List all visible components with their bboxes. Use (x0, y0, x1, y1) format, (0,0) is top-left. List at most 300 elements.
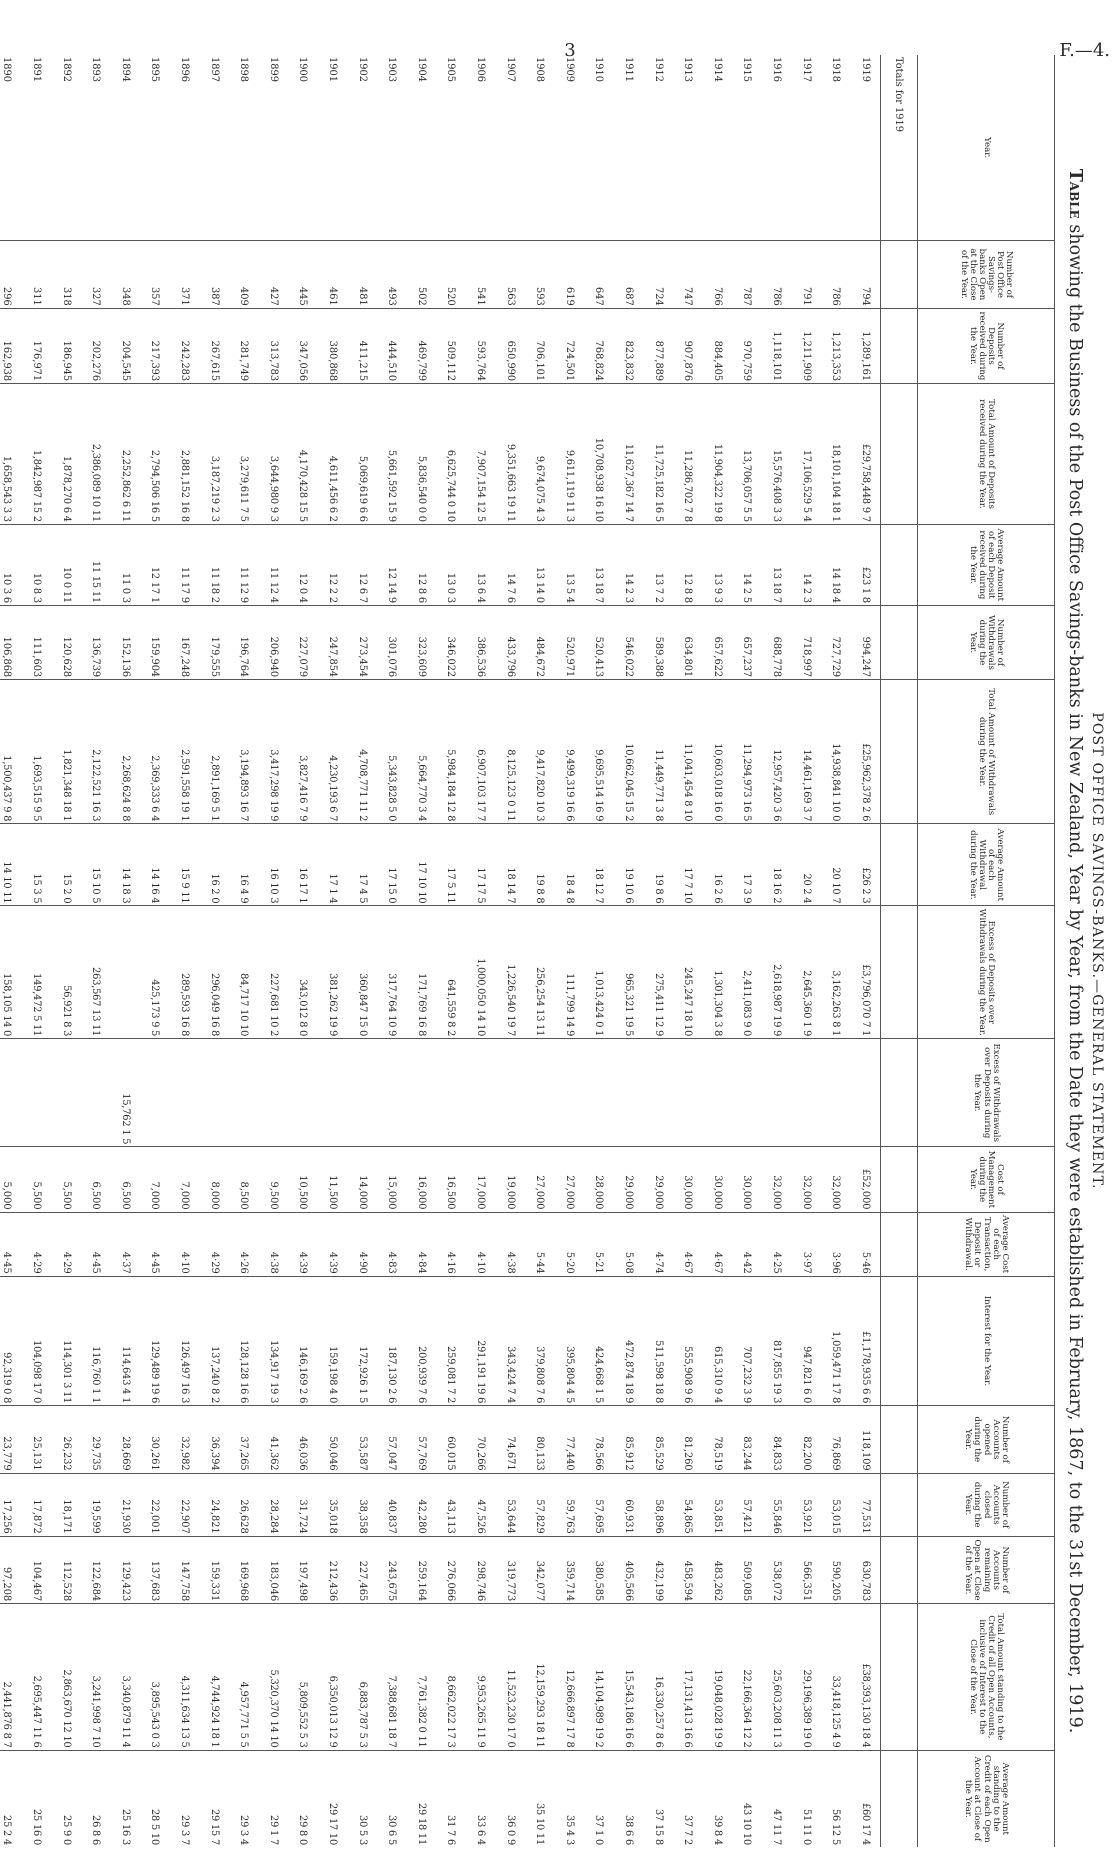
cell-avg-deposit: 10 0 11 (51, 524, 81, 605)
cell-avg-withdrawal: 19 8 8 (525, 824, 555, 906)
cell-avg-credit: 29 18 11 (415, 1802, 427, 1845)
cell-year: Totals for 1919 (881, 55, 918, 241)
table-row (288, 55, 318, 1847)
cell-deposits-amount: 6,625,744 0 10 (436, 384, 466, 525)
cell-avg-withdrawal: 16 4 9 (229, 824, 259, 906)
cell-accounts-opened: 53,587 (347, 1406, 377, 1474)
cell-interest: 200,939 7 6 (407, 1276, 437, 1405)
cell-accounts-open: 197,498 (288, 1536, 318, 1604)
cell-accounts-opened: 26,232 (51, 1406, 81, 1474)
cell-interest: 947,821 6 0 (791, 1276, 821, 1405)
cell-year: 1898 (229, 55, 259, 241)
cell-banks-open: 687 (614, 241, 644, 309)
cell-management-cost: 28,000 (584, 1147, 614, 1212)
cell-accounts-open: 566,351 (791, 1536, 821, 1604)
column-header-banks-open: Number of Post Office Savings-banks Open at the Close of the Year. (918, 241, 1055, 309)
cell-avg-deposit: 12 2 2 (318, 524, 348, 605)
cell-withdrawals-amount: 14,461,169 3 7 (791, 680, 821, 824)
cell-excess-withdrawals (51, 1039, 81, 1147)
cell-excess-withdrawals (407, 1039, 437, 1147)
cell-excess-deposits: 2,618,987 19 9 (762, 906, 792, 1039)
cell-accounts-closed: 53,851 (702, 1473, 732, 1536)
cell-total-credit: 8,662,022 17 3 (436, 1604, 466, 1750)
cell-accounts-closed: 26,628 (229, 1473, 259, 1536)
cell-avg-credit: 29 1 7 (267, 1815, 279, 1845)
cell-banks-open: 357 (140, 241, 170, 309)
cell-accounts-closed: 57,421 (732, 1473, 762, 1536)
cell-avg-credit: 37 1 0 (593, 1815, 605, 1845)
cell-management-cost: 30,000 (732, 1147, 762, 1212)
column-header-deposits-count: Number of Deposits received during the Year. (918, 308, 1055, 383)
cell-excess-withdrawals (199, 1039, 229, 1147)
table-row (525, 55, 555, 1847)
column-header-accounts-open: Number of Accounts remaining Open at Close of the Year. (918, 1536, 1055, 1604)
cell-accounts-open: 104,467 (22, 1536, 52, 1604)
cell-banks-open: 371 (170, 241, 200, 309)
cell-withdrawals-amount: 3,194,893 16 7 (229, 680, 259, 824)
cell-avg-transaction-cost (881, 1212, 918, 1276)
cell-avg-deposit: 11 12 4 (259, 524, 289, 605)
cell-avg-credit: 56 12 5 (830, 1809, 842, 1845)
cell-avg-credit: 51 11 0 (800, 1809, 812, 1845)
cell-deposits-count: 724,501 (554, 308, 584, 383)
table-row (111, 55, 141, 1847)
cell-accounts-closed: 53,644 (495, 1473, 525, 1536)
cell-withdrawals-amount: 4,708,771 11 2 (347, 680, 377, 824)
cell-withdrawals-count: 718,997 (791, 605, 821, 679)
cell-avg-withdrawal: 20 10 7 (821, 824, 851, 906)
cell-withdrawals-amount: 5,343,828 5 0 (377, 680, 407, 824)
cell-year: 1913 (673, 55, 703, 241)
cell-banks-open: 766 (702, 241, 732, 309)
cell-deposits-amount: 2,794,506 16 5 (140, 384, 170, 525)
cell-management-cost: 8,500 (229, 1147, 259, 1212)
cell-excess-deposits: 296,049 16 8 (199, 906, 229, 1039)
cell-excess-deposits: 1,000,050 14 10 (466, 906, 496, 1039)
cell-banks-open: 520 (436, 241, 466, 309)
cell-banks-open: 619 (554, 241, 584, 309)
cell-accounts-open: 538,072 (762, 1536, 792, 1604)
cell-withdrawals-amount: £25,962,378 2 6 (850, 680, 880, 824)
cell-total-credit: 4,957,771 5 5 (229, 1604, 259, 1750)
cell-total-credit: 3,895,543 0 3 (140, 1604, 170, 1750)
cell-accounts-open: 112,528 (51, 1536, 81, 1604)
cell-avg-transaction-cost: 5·08 (614, 1212, 644, 1276)
cell-accounts-opened: 76,869 (821, 1406, 851, 1474)
cell-banks-open: 787 (732, 241, 762, 309)
cell-interest: 159,198 4 0 (318, 1276, 348, 1405)
cell-avg-credit: 37 7 2 (682, 1815, 694, 1845)
cell-interest: 615,310 9 4 (702, 1276, 732, 1405)
cell-excess-deposits: £3,796,070 7 1 (850, 906, 880, 1039)
cell-interest: 114,301 3 11 (51, 1276, 81, 1405)
cell-accounts-closed: 38,358 (347, 1473, 377, 1536)
cell-banks-open: 724 (643, 241, 673, 309)
cell-management-cost: 11,500 (318, 1147, 348, 1212)
cell-total-credit (881, 1604, 918, 1750)
cell-avg-deposit: 11 17 9 (170, 524, 200, 605)
cell-management-cost: 14,000 (347, 1147, 377, 1212)
cell-avg-credit: 43 10 10 (741, 1802, 753, 1845)
cell-avg-credit: 35 4 3 (563, 1815, 575, 1845)
cell-excess-withdrawals (850, 1039, 880, 1147)
cell-avg-credit: 25 2 4 (1, 1815, 13, 1845)
cell-year: 1892 (51, 55, 81, 241)
cell-avg-credit: 25 16 0 (31, 1809, 43, 1845)
cell-year: 1903 (377, 55, 407, 241)
cell-management-cost: 5,000 (0, 1147, 22, 1212)
cell-banks-open: 311 (22, 241, 52, 309)
cell-avg-transaction-cost: 4·29 (51, 1212, 81, 1276)
cell-interest: 259,081 7 2 (436, 1276, 466, 1405)
cell-total-credit: 2,695,447 11 6 (22, 1604, 52, 1750)
cell-interest: 137,240 8 2 (199, 1276, 229, 1405)
cell-accounts-open: 183,046 (259, 1536, 289, 1604)
cell-withdrawals-count: 546,022 (614, 605, 644, 679)
cell-withdrawals-count: 346,022 (436, 605, 466, 679)
cell-avg-transaction-cost: 4·45 (0, 1212, 22, 1276)
cell-avg-transaction-cost: 4·67 (673, 1212, 703, 1276)
cell-accounts-open: 97,208 (0, 1536, 22, 1604)
cell-deposits-count: 469,799 (407, 308, 437, 383)
cell-banks-open: 427 (259, 241, 289, 309)
cell-accounts-open: 243,675 (377, 1536, 407, 1604)
cell-excess-deposits: 2,411,083 9 0 (732, 906, 762, 1039)
cell-excess-withdrawals (140, 1039, 170, 1147)
cell-year: 1915 (732, 55, 762, 241)
cell-deposits-count: 380,868 (318, 308, 348, 383)
cell-avg-credit: 37 15 8 (652, 1809, 664, 1845)
cell-avg-deposit: 12 17 1 (140, 524, 170, 605)
cell-accounts-closed: 40,837 (377, 1473, 407, 1536)
cell-accounts-open: 432,199 (643, 1536, 673, 1604)
column-header-total-credit: Total Amount standing to the Credit of all Open Accounts, inclusive of Interest to the Close of the Year. (918, 1604, 1055, 1750)
cell-interest: 104,098 17 0 (22, 1276, 52, 1405)
cell-year: 1893 (81, 55, 111, 241)
cell-avg-withdrawal: 18 12 7 (584, 824, 614, 906)
cell-accounts-open: 590,205 (821, 1536, 851, 1604)
cell-interest: 129,489 19 6 (140, 1276, 170, 1405)
table-row (199, 55, 229, 1847)
cell-accounts-opened: 41,362 (259, 1406, 289, 1474)
cell-management-cost: 32,000 (762, 1147, 792, 1212)
cell-avg-credit: 38 6 6 (622, 1815, 634, 1845)
cell-total-credit: 33,418,125 4 9 (821, 1604, 851, 1750)
cell-excess-deposits: 1,226,540 19 7 (495, 906, 525, 1039)
cell-accounts-closed: 17,872 (22, 1473, 52, 1536)
cell-total-credit: 7,388,681 18 7 (377, 1604, 407, 1750)
cell-interest: 817,855 19 3 (762, 1276, 792, 1405)
cell-excess-withdrawals (495, 1039, 525, 1147)
cell-withdrawals-amount: 12,957,420 3 6 (762, 680, 792, 824)
cell-total-credit: £38,393,130 18 4 (850, 1604, 880, 1750)
cell-withdrawals-amount: 5,664,770 3 4 (407, 680, 437, 824)
cell-banks-open: 387 (199, 241, 229, 309)
cell-accounts-closed: 22,001 (140, 1473, 170, 1536)
table-row (140, 55, 170, 1847)
cell-avg-credit: 26 8 6 (90, 1815, 102, 1845)
cell-withdrawals-amount: 2,891,169 5 1 (199, 680, 229, 824)
cell-avg-withdrawal: 16 17 1 (288, 824, 318, 906)
cell-accounts-opened: 77,440 (554, 1406, 584, 1474)
cell-deposits-amount: 9,351,663 19 11 (495, 384, 525, 525)
cell-deposits-amount: 17,106,529 5 4 (791, 384, 821, 525)
cell-year: 1916 (762, 55, 792, 241)
cell-year: 1897 (199, 55, 229, 241)
cell-interest: 424,668 1 5 (584, 1276, 614, 1405)
table-row (584, 55, 614, 1847)
rotated-statement (1, 55, 1105, 1847)
table-row (791, 55, 821, 1847)
cell-withdrawals-count: 152,136 (111, 605, 141, 679)
cell-excess-deposits: 360,847 15 0 (347, 906, 377, 1039)
cell-interest: 291,191 19 6 (466, 1276, 496, 1405)
cell-withdrawals-count: 484,672 (525, 605, 555, 679)
cell-accounts-open: 129,423 (111, 1536, 141, 1604)
cell-excess-deposits (881, 906, 918, 1039)
cell-deposits-count: 202,276 (81, 308, 111, 383)
cell-banks-open: 786 (762, 241, 792, 309)
cell-avg-withdrawal: 14 16 4 (140, 824, 170, 906)
cell-withdrawals-amount: 3,417,298 19 9 (259, 680, 289, 824)
cell-interest: 187,130 2 6 (377, 1276, 407, 1405)
cell-withdrawals-amount: 4,230,193 6 7 (318, 680, 348, 824)
table-caption-label: Table (1065, 168, 1085, 219)
cell-withdrawals-count: 167,248 (170, 605, 200, 679)
cell-excess-withdrawals (259, 1039, 289, 1147)
cell-avg-deposit: 12 6 7 (347, 524, 377, 605)
cell-interest: 379,808 7 6 (525, 1276, 555, 1405)
cell-excess-deposits: 425,173 9 5 (140, 906, 170, 1039)
cell-deposits-count: 1,118,101 (762, 308, 792, 383)
cell-total-credit: 22,166,364 12 2 (732, 1604, 762, 1750)
cell-withdrawals-amount: 1,693,515 9 5 (22, 680, 52, 824)
cell-avg-withdrawal: 16 10 3 (259, 824, 289, 906)
cell-withdrawals-amount: 6,907,103 17 7 (466, 680, 496, 824)
cell-withdrawals-count: 657,237 (732, 605, 762, 679)
cell-excess-withdrawals (525, 1039, 555, 1147)
cell-avg-deposit (881, 524, 918, 605)
cell-avg-deposit: 14 2 3 (614, 524, 644, 605)
cell-accounts-open: 342,077 (525, 1536, 555, 1604)
cell-excess-deposits: 149,472 5 11 (22, 906, 52, 1039)
cell-withdrawals-count: 994,247 (850, 605, 880, 679)
cell-total-credit: 3,340,879 11 4 (111, 1604, 141, 1750)
cell-excess-withdrawals (614, 1039, 644, 1147)
cell-interest (881, 1276, 918, 1405)
table-row (347, 55, 377, 1847)
cell-avg-withdrawal: 17 5 11 (436, 824, 466, 906)
cell-withdrawals-count: 688,778 (762, 605, 792, 679)
cell-accounts-closed: 77,531 (850, 1473, 880, 1536)
cell-deposits-amount: 4,611,456 6 2 (318, 384, 348, 525)
cell-year: 1894 (111, 55, 141, 241)
cell-excess-deposits: 1,301,304 3 8 (702, 906, 732, 1039)
cell-accounts-open: 483,262 (702, 1536, 732, 1604)
cell-year: 1910 (584, 55, 614, 241)
cell-total-credit: 12,666,897 17 8 (554, 1604, 584, 1750)
column-header-excess-withdrawals: Excess of Withdrawals over Deposits during the Year. (918, 1039, 1055, 1147)
cell-withdrawals-count: 227,079 (288, 605, 318, 679)
cell-avg-deposit: 12 14 9 (377, 524, 407, 605)
cell-accounts-open: 122,684 (81, 1536, 111, 1604)
cell-accounts-opened: 84,833 (762, 1406, 792, 1474)
cell-avg-deposit: 13 9 3 (702, 524, 732, 605)
cell-avg-credit: 35 10 11 (534, 1802, 546, 1845)
cell-total-credit: 3,241,998 7 10 (81, 1604, 111, 1750)
cell-management-cost: 5,500 (22, 1147, 52, 1212)
cell-deposits-count: 884,405 (702, 308, 732, 383)
cell-deposits-amount: 2,252,862 6 11 (111, 384, 141, 525)
cell-deposits-count: 281,749 (229, 308, 259, 383)
cell-deposits-count: 313,783 (259, 308, 289, 383)
cell-deposits-count: 1,289,161 (850, 308, 880, 383)
cell-interest: 134,917 19 3 (259, 1276, 289, 1405)
cell-deposits-amount: 1,658,543 3 3 (0, 384, 22, 525)
column-header-withdrawals-count: Number of Withdrawals during the Year. (918, 605, 1055, 679)
cell-accounts-closed: 22,907 (170, 1473, 200, 1536)
cell-excess-deposits: 343,012 8 0 (288, 906, 318, 1039)
cell-deposits-count: 267,615 (199, 308, 229, 383)
cell-accounts-opened: 32,982 (170, 1406, 200, 1474)
table-row (643, 55, 673, 1847)
cell-deposits-amount: 1,878,270 6 4 (51, 384, 81, 525)
cell-excess-withdrawals (791, 1039, 821, 1147)
cell-excess-deposits: 381,262 19 9 (318, 906, 348, 1039)
cell-accounts-open: 137,683 (140, 1536, 170, 1604)
column-header-excess-deposits: Excess of Deposits over Withdrawals during the Year. (918, 906, 1055, 1039)
cell-management-cost: 15,000 (377, 1147, 407, 1212)
cell-total-credit: 15,543,186 16 6 (614, 1604, 644, 1750)
cell-deposits-amount: 2,881,152 16 8 (170, 384, 200, 525)
cell-management-cost (881, 1147, 918, 1212)
page-number: 3 (564, 40, 576, 61)
cell-accounts-open: 259,164 (407, 1536, 437, 1604)
column-header-avg-transaction-cost: Average Cost of each Transaction, Deposit or Withdrawal. (918, 1212, 1055, 1276)
cell-avg-deposit: 13 5 4 (554, 524, 584, 605)
cell-avg-credit: 30 6 5 (386, 1815, 398, 1845)
cell-excess-withdrawals (466, 1039, 496, 1147)
cell-excess-deposits: 227,681 10 2 (259, 906, 289, 1039)
cell-deposits-amount: 13,706,057 5 5 (732, 384, 762, 525)
report-code: F.—4. (1059, 40, 1110, 61)
cell-excess-deposits: 158,105 14 0 (0, 906, 22, 1039)
table-row (466, 55, 496, 1847)
cell-banks-open (881, 241, 918, 309)
cell-year: 1899 (259, 55, 289, 241)
cell-total-credit: 25,603,208 11 3 (762, 1604, 792, 1750)
cell-excess-withdrawals (881, 1039, 918, 1147)
cell-banks-open: 593 (525, 241, 555, 309)
cell-avg-transaction-cost: 4·39 (288, 1212, 318, 1276)
cell-accounts-closed: 57,695 (584, 1473, 614, 1536)
cell-management-cost: 8,000 (199, 1147, 229, 1212)
cell-accounts-opened: 36,394 (199, 1406, 229, 1474)
cell-avg-deposit: 13 0 3 (436, 524, 466, 605)
cell-banks-open: 791 (791, 241, 821, 309)
cell-accounts-closed: 42,280 (407, 1473, 437, 1536)
cell-interest: 707,232 3 9 (732, 1276, 762, 1405)
column-header-management-cost: Cost of Management during the Year. (918, 1147, 1055, 1212)
cell-year: 1896 (170, 55, 200, 241)
cell-accounts-opened: 78,566 (584, 1406, 614, 1474)
cell-accounts-opened: 30,261 (140, 1406, 170, 1474)
cell-deposits-amount: 9,611,119 11 3 (554, 384, 584, 525)
cell-withdrawals-count: 386,536 (466, 605, 496, 679)
cell-accounts-closed: 57,829 (525, 1473, 555, 1536)
cell-avg-transaction-cost: 4·83 (377, 1212, 407, 1276)
cell-banks-open: 318 (51, 241, 81, 309)
totals-row (881, 55, 918, 1847)
cell-withdrawals-count: 727,729 (821, 605, 851, 679)
cell-accounts-opened: 28,669 (111, 1406, 141, 1474)
cell-deposits-count: 593,764 (466, 308, 496, 383)
cell-total-credit: 14,104,989 19 2 (584, 1604, 614, 1750)
table-row (377, 55, 407, 1847)
cell-interest: £1,178,935 6 6 (850, 1276, 880, 1405)
cell-management-cost: 30,000 (673, 1147, 703, 1212)
cell-year: 1901 (318, 55, 348, 241)
cell-accounts-open: 227,465 (347, 1536, 377, 1604)
cell-accounts-closed: 18,171 (51, 1473, 81, 1536)
cell-accounts-closed: 59,763 (554, 1473, 584, 1536)
cell-accounts-open: 359,714 (554, 1536, 584, 1604)
cell-excess-withdrawals (288, 1039, 318, 1147)
cell-withdrawals-count: 159,904 (140, 605, 170, 679)
cell-interest: 92,319 0 8 (0, 1276, 22, 1405)
cell-withdrawals-amount: 2,122,521 16 3 (81, 680, 111, 824)
cell-withdrawals-count: 247,854 (318, 605, 348, 679)
cell-withdrawals-amount: 1,500,437 9 8 (0, 680, 22, 824)
cell-year: 1908 (525, 55, 555, 241)
cell-avg-transaction-cost: 4·29 (22, 1212, 52, 1276)
cell-avg-withdrawal: 15 2 0 (51, 824, 81, 906)
cell-banks-open: 461 (318, 241, 348, 309)
cell-accounts-closed: 60,931 (614, 1473, 644, 1536)
cell-excess-withdrawals: 15,762 1 5 (111, 1039, 141, 1147)
cell-deposits-amount (881, 384, 918, 525)
cell-deposits-amount: 4,170,428 15 5 (288, 384, 318, 525)
cell-deposits-amount: 11,286,702 7 8 (673, 384, 703, 525)
cell-excess-withdrawals (762, 1039, 792, 1147)
cell-interest: 116,760 1 1 (81, 1276, 111, 1405)
table-row (762, 55, 792, 1847)
cell-year: 1900 (288, 55, 318, 241)
cell-banks-open: 493 (377, 241, 407, 309)
cell-avg-withdrawal: 17 10 10 (407, 824, 437, 906)
cell-avg-transaction-cost: 4·38 (259, 1212, 289, 1276)
column-header-year: Year. (918, 55, 1055, 241)
cell-excess-deposits: 256,254 13 11 (525, 906, 555, 1039)
cell-avg-transaction-cost: 4·10 (170, 1212, 200, 1276)
cell-accounts-closed: 21,930 (111, 1473, 141, 1536)
cell-accounts-opened: 60,015 (436, 1406, 466, 1474)
cell-avg-withdrawal: 15 9 11 (170, 824, 200, 906)
cell-avg-withdrawal: 19 8 6 (643, 824, 673, 906)
cell-excess-withdrawals (702, 1039, 732, 1147)
cell-banks-open: 786 (821, 241, 851, 309)
cell-total-credit: 5,320,370 14 10 (259, 1604, 289, 1750)
cell-excess-withdrawals (347, 1039, 377, 1147)
cell-year: 1904 (407, 55, 437, 241)
cell-interest: 126,497 16 3 (170, 1276, 200, 1405)
cell-withdrawals-amount: 2,591,558 19 1 (170, 680, 200, 824)
cell-avg-withdrawal (881, 824, 918, 906)
cell-avg-deposit: 11 0 3 (111, 524, 141, 605)
cell-excess-deposits: 641,559 8 2 (436, 906, 466, 1039)
cell-withdrawals-count: 589,388 (643, 605, 673, 679)
cell-excess-withdrawals (229, 1039, 259, 1147)
